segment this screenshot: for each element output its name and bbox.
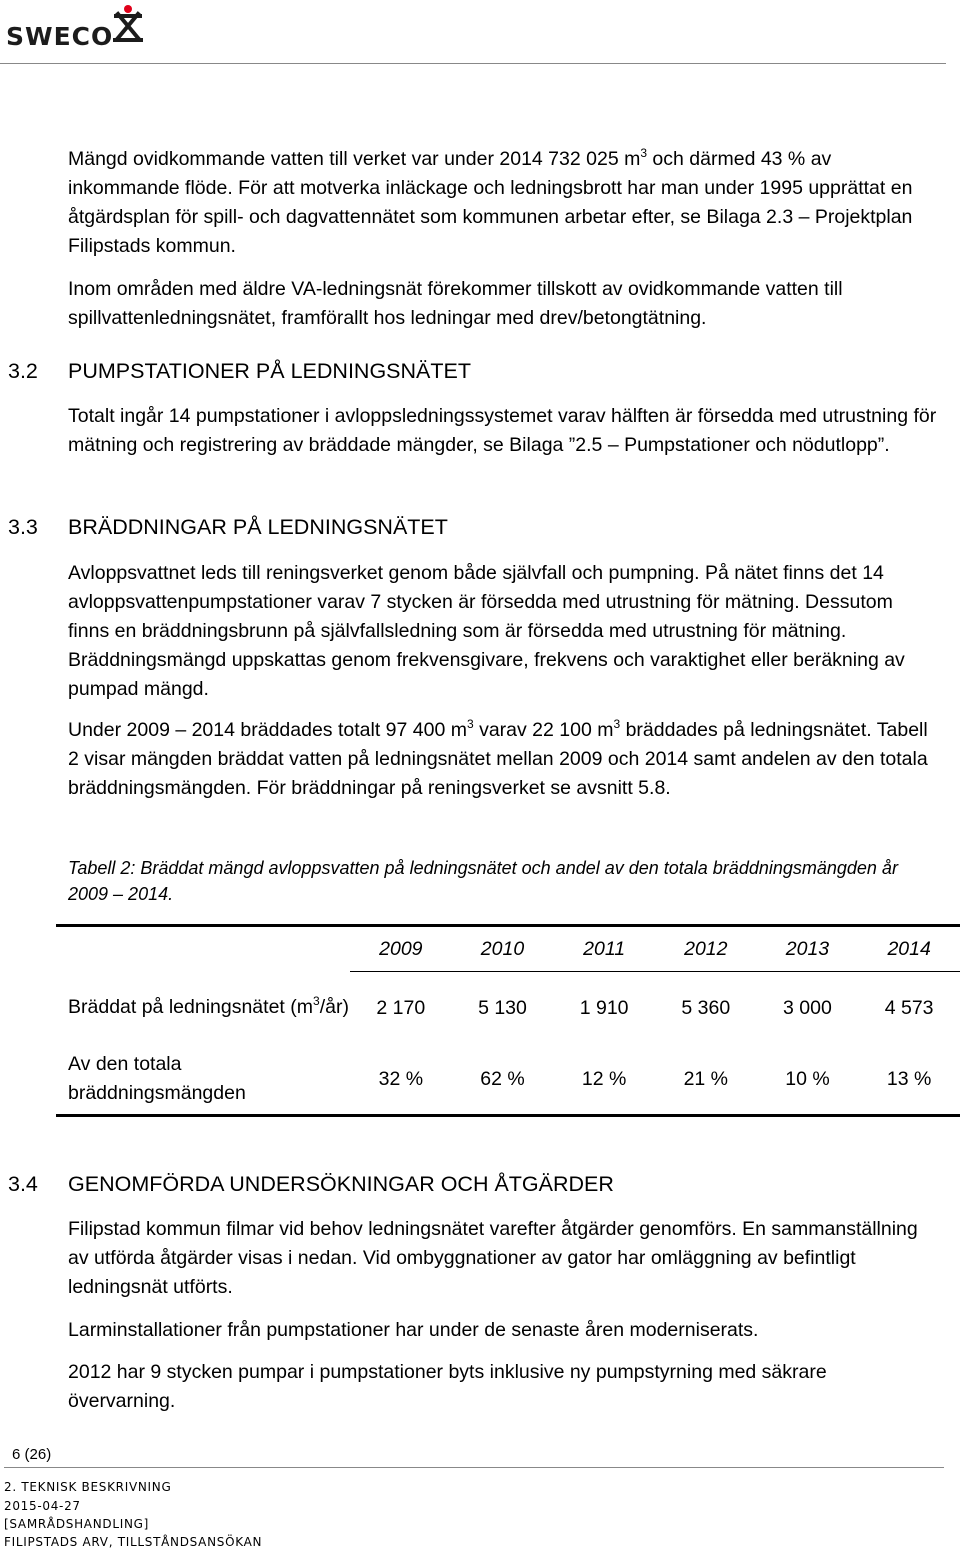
value-cell: 12 % — [581, 1067, 627, 1090]
row-label-braddat — [56, 972, 350, 1045]
section-number: 3.2 — [8, 359, 38, 383]
section-number: 3.3 — [8, 515, 38, 539]
section-heading-3-2 — [8, 357, 471, 385]
value-cell: 13 % — [886, 1067, 932, 1090]
header-divider — [0, 63, 946, 64]
row1-label-b: /år) — [319, 996, 349, 1019]
footer-date: 2015-04-27 — [4, 1499, 81, 1513]
p1-sup: 3 — [640, 146, 648, 160]
footer-project: FILIPSTADS ARV, TILLSTÅNDSANSÖKAN — [4, 1535, 263, 1549]
row-label-andel: Av den totala bräddningsmängden — [68, 1053, 246, 1104]
p5-text-c: bräddades på ledningsnätet. Tabell 2 visar mängden bräddat vatten på ledningsnätet mellan 2009 och 2014 samt andelen av den totala bräddningsmängden. För bräddningar på reningsverket se avsnitt 5.8. — [68, 719, 928, 799]
p5-text-a: Under 2009 – 2014 bräddades totalt 97 400 m — [68, 719, 467, 741]
p1-text: Mängd ovidkommande vatten till verket var under 2014 732 025 m — [68, 148, 641, 170]
value-cell: 4 573 — [884, 996, 934, 1019]
paragraph-avloppsvattnet: Avloppsvattnet leds till reningsverket genom både självfall och pumpning. På nätet finns det 14 avloppsvattenpumpstationer varav 7 stycken är försedda med utrustning för mätning. Dessutom finns en bräddningsbrunn på självfallsledning som är försedda med utrustning för mätning. Bräddningsmängd uppskattas genom frekvensgivare, frekvens och varaktighet eller beräkning av pumpad mängd. — [68, 562, 905, 700]
section-heading-3-3 — [8, 513, 448, 541]
table-header-row — [56, 926, 960, 972]
paragraph-filmar: Filipstad kommun filmar vid behov ledningsnätet varefter åtgärder genomförs. En sammanställning av utförda åtgärder visas i nedan. Vid ombyggnationer av gator har omläggning av befintligt ledningsnät utförts. — [68, 1218, 918, 1298]
year-cell: 2009 — [350, 926, 452, 972]
year-cell: 2011 — [553, 926, 655, 972]
sweco-figure-icon — [112, 4, 144, 44]
value-cell: 5 360 — [681, 996, 731, 1019]
value-cell: 1 910 — [579, 996, 629, 1019]
year-cell: 2014 — [858, 926, 960, 972]
year-cell: 2010 — [452, 926, 554, 972]
value-cell: 2 170 — [376, 996, 426, 1019]
p5-sup2: 3 — [613, 717, 621, 731]
value-cell: 3 000 — [783, 996, 832, 1019]
paragraph-braddning-totalt — [68, 716, 938, 803]
paragraph-va-ledningsnat: Inom områden med äldre VA-ledningsnät förekommer tillskott av ovidkommande vatten till spillvattenledningsnätet, framförallt hos ledningar med drev/betongtätning. — [68, 278, 843, 329]
value-cell: 32 % — [378, 1067, 424, 1090]
value-cell: 10 % — [785, 1067, 830, 1090]
table-row — [56, 1044, 960, 1116]
p5-text-b: varav 22 100 m — [473, 719, 614, 741]
sweco-logo — [6, 4, 146, 51]
table-corner-cell — [56, 926, 350, 972]
paragraph-pumpar: 2012 har 9 stycken pumpar i pumpstationer byts inklusive ny pumpstyrning med säkrare övervarning. — [68, 1361, 827, 1412]
row1-label-sup: 3 — [313, 994, 320, 1009]
row1-label-a: Bräddat på ledningsnätet (m — [68, 996, 313, 1019]
paragraph-larm: Larminstallationer från pumpstationer har under de senaste åren moderniserats. — [68, 1319, 759, 1341]
value-cell: 62 % — [480, 1067, 525, 1090]
section-number: 3.4 — [8, 1172, 38, 1196]
value-cell: 21 % — [683, 1067, 729, 1090]
year-cell: 2012 — [655, 926, 757, 972]
section-title: GENOMFÖRDA UNDERSÖKNINGAR OCH ÅTGÄRDER — [68, 1172, 614, 1196]
footer-doc-title: 2. TEKNISK BESKRIVNING — [4, 1480, 172, 1494]
paragraph-ovidkommande — [68, 145, 938, 261]
section-title: PUMPSTATIONER PÅ LEDNINGSNÄTET — [68, 359, 471, 383]
table-caption: Tabell 2: Bräddat mängd avloppsvatten på ledningsnätet och andel av den totala bräddningsmängden år 2009 – 2014. — [68, 858, 898, 904]
value-cell: 5 130 — [478, 996, 527, 1019]
table-row — [56, 972, 960, 1045]
paragraph-pumpstationer: Totalt ingår 14 pumpstationer i avloppsledningssystemet varav hälften är försedda med utrustning för mätning och registrering av bräddade mängder, se Bilaga ”2.5 – Pumpstationer och nödutlopp”. — [68, 405, 937, 456]
p5-sup1: 3 — [466, 717, 474, 731]
year-cell: 2013 — [757, 926, 859, 972]
p1-rest: och därmed 43 % av inkommande flöde. För att motverka inläckage och ledningsbrott har man under 1995 upprättat en åtgärdsplan för spill- och dagvattennätet som kommunen arbetar efter, se Bilaga 2.3 – Projektplan Filipstads kommun. — [68, 148, 913, 257]
footer-status: [SAMRÅDSHANDLING] — [4, 1517, 150, 1531]
logo-text: SWECO — [6, 22, 114, 51]
section-title: BRÄDDNINGAR PÅ LEDNINGSNÄTET — [68, 515, 448, 539]
braddning-table — [56, 924, 960, 1117]
page-number: 6 (26) — [12, 1446, 52, 1463]
footer-divider — [4, 1467, 944, 1468]
section-heading-3-4 — [8, 1170, 614, 1198]
